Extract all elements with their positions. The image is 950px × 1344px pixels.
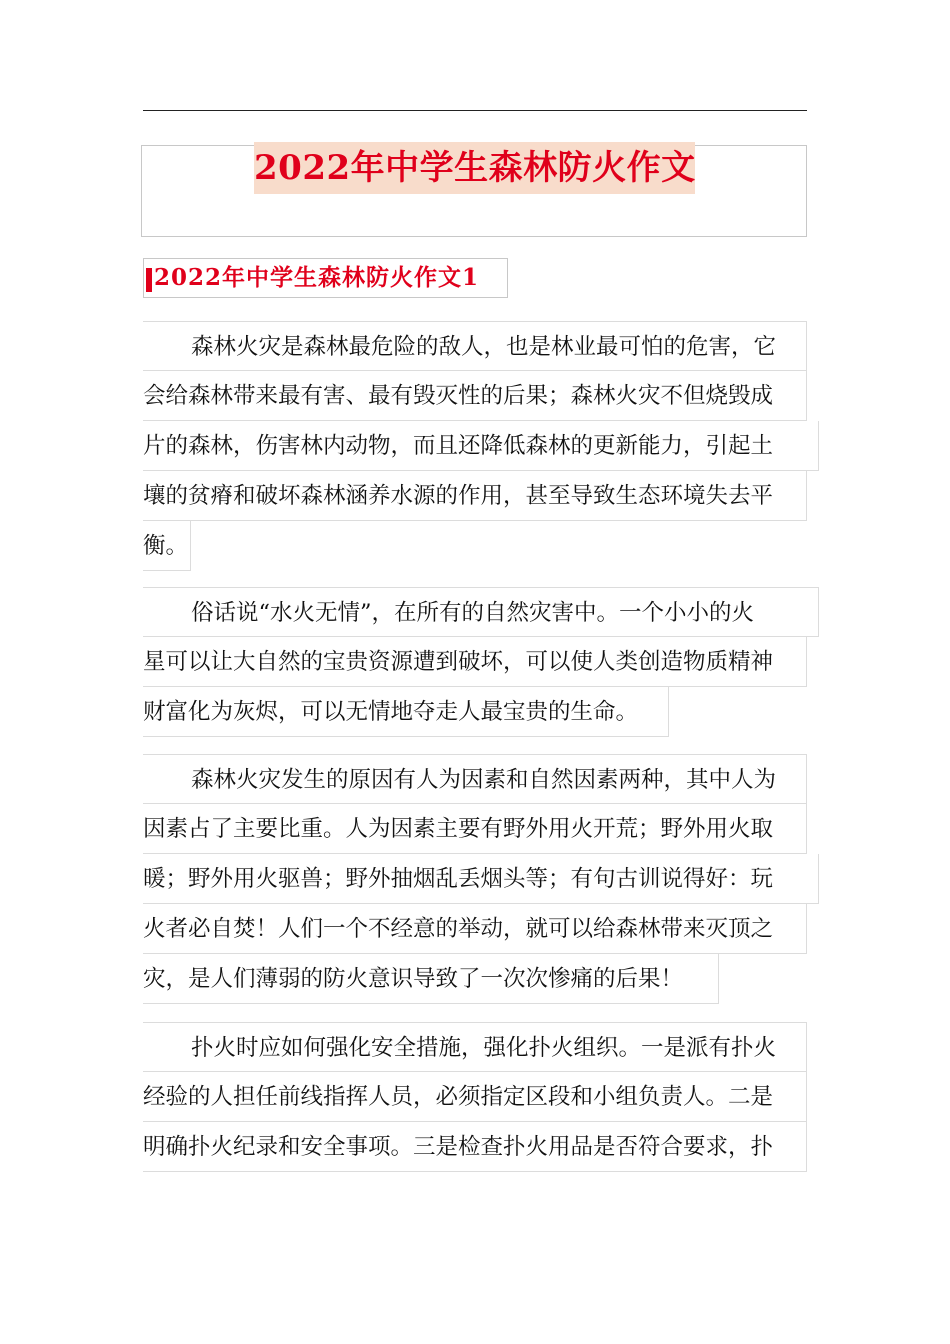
paragraph-line: 火者必自焚！人们一个不经意的举动，就可以给森林带来灭顶之	[143, 904, 807, 954]
paragraph-line: 森林火灾是森林最危险的敌人，也是林业最可怕的危害，它	[143, 321, 807, 371]
heading-marker	[146, 268, 152, 292]
header-rule	[143, 110, 807, 111]
paragraph-2	[143, 587, 819, 737]
paragraph-line: 因素占了主要比重。人为因素主要有野外用火开荒；野外用火取	[143, 804, 807, 854]
paragraph-line: 森林火灾发生的原因有人为因素和自然因素两种，其中人为	[143, 754, 807, 804]
paragraph-line: 壤的贫瘠和破坏森林涵养水源的作用，甚至导致生态环境失去平	[143, 471, 807, 521]
paragraph-line: 灾，是人们薄弱的防火意识导致了一次次惨痛的后果！	[143, 954, 719, 1004]
paragraph-line: 星可以让大自然的宝贵资源遭到破坏，可以使人类创造物质精神	[143, 637, 807, 687]
paragraph-line: 会给森林带来最有害、最有毁灭性的后果；森林火灾不但烧毁成	[143, 371, 807, 421]
paragraph-line: 财富化为灰烬，可以无情地夺走人最宝贵的生命。	[143, 687, 669, 737]
paragraph-1	[143, 321, 819, 571]
paragraph-4	[143, 1022, 819, 1172]
document-title: 2022年中学生森林防火作文	[254, 142, 695, 194]
paragraph-3	[143, 754, 819, 1004]
paragraph-line: 经验的人担任前线指挥人员，必须指定区段和小组负责人。二是	[143, 1072, 807, 1122]
paragraph-line: 衡。	[143, 521, 191, 571]
paragraph-line: 扑火时应如何强化安全措施，强化扑火组织。一是派有扑火	[143, 1022, 807, 1072]
paragraph-line: 俗话说“水火无情”，在所有的自然灾害中。一个小小的火	[143, 587, 819, 637]
paragraph-line: 暖；野外用火驱兽；野外抽烟乱丢烟头等；有句古训说得好：玩	[143, 854, 819, 904]
paragraph-line: 片的森林，伤害林内动物，而且还降低森林的更新能力，引起土	[143, 421, 819, 471]
section-heading: 2022年中学生森林防火作文1	[154, 264, 480, 291]
paragraph-line: 明确扑火纪录和安全事项。三是检查扑火用品是否符合要求，扑	[143, 1122, 807, 1172]
